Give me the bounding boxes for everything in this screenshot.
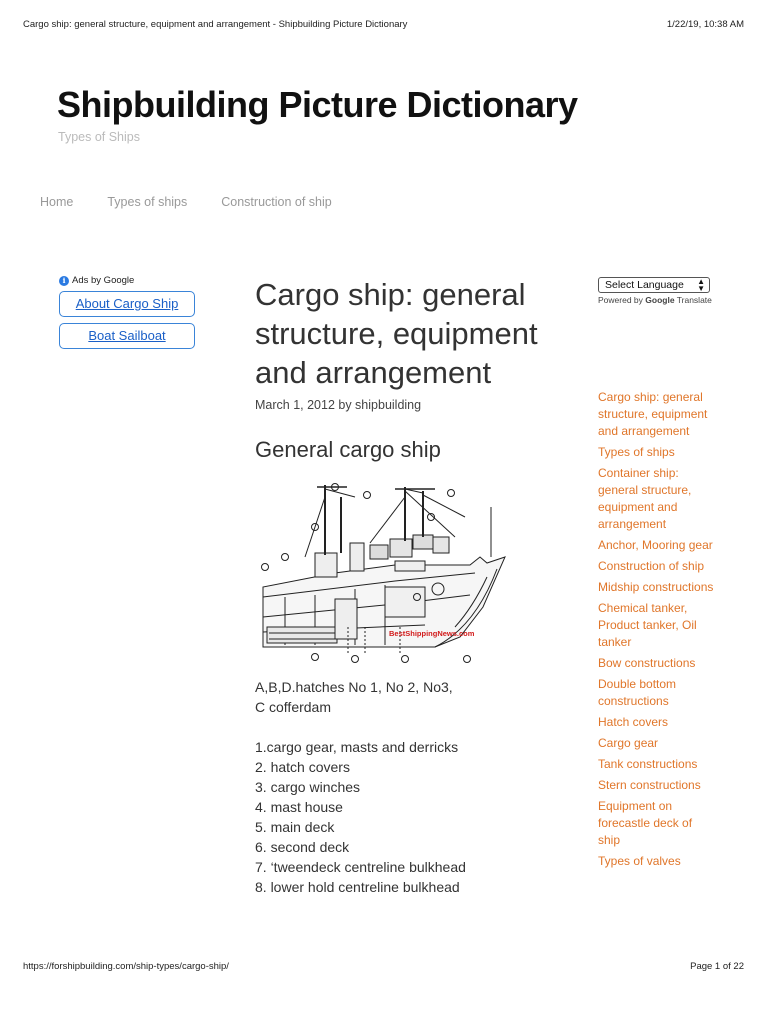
sidebar-link-forecastle[interactable]: Equipment on forecastle deck of ship: [598, 799, 693, 847]
article: [255, 275, 555, 897]
site-tagline: Types of Ships: [58, 130, 140, 144]
print-header: [23, 19, 744, 30]
powered-by-text: Powered by: [598, 295, 643, 305]
sidebar-links: [598, 389, 716, 874]
language-select[interactable]: [598, 277, 710, 293]
powered-by-google[interactable]: [598, 295, 712, 305]
sidebar-link-anchor-mooring[interactable]: Anchor, Mooring gear: [598, 538, 713, 552]
sidebar-link-valves[interactable]: Types of valves: [598, 854, 681, 868]
sidebar-link-midship[interactable]: Midship constructions: [598, 580, 714, 594]
sidebar-link-construction[interactable]: Construction of ship: [598, 559, 705, 573]
legend-item: 3. cargo winches: [255, 779, 361, 795]
google-logo: [645, 295, 674, 305]
sidebar-link-hatch-covers[interactable]: Hatch covers: [598, 715, 669, 729]
legend-item: 1.cargo gear, masts and derricks: [255, 739, 459, 755]
sidebar-link-container-ship[interactable]: Container ship: general structure, equipment and arrangement: [598, 466, 692, 531]
sidebar-link-stern[interactable]: Stern constructions: [598, 778, 701, 792]
sidebar-link-cargo-gear[interactable]: Cargo gear: [598, 736, 659, 750]
site-title[interactable]: Shipbuilding Picture Dictionary: [57, 84, 578, 125]
sidebar-link-types-of-ships[interactable]: Types of ships: [598, 445, 675, 459]
article-byline: March 1, 2012 by shipbuilding: [255, 398, 422, 412]
print-header-title: Cargo ship: general structure, equipment and arrangement - Shipbuilding Picture Dictionary: [23, 19, 408, 30]
info-icon[interactable]: i: [59, 276, 69, 286]
ads-label[interactable]: [59, 275, 199, 286]
hatches-line: A,B,D.hatches No 1, No 2, No3,: [255, 679, 453, 695]
nav-home[interactable]: Home: [40, 195, 74, 209]
ads-panel: [59, 275, 199, 349]
print-footer-url: https://forshipbuilding.com/ship-types/cargo-ship/: [23, 961, 229, 972]
legend-item: 8. lower hold centreline bulkhead: [255, 879, 460, 895]
sidebar-link-tank[interactable]: Tank constructions: [598, 757, 698, 771]
legend-item: 7. ‘tweendeck centreline bulkhead: [255, 859, 466, 875]
print-header-datetime: 1/22/19, 10:38 AM: [666, 19, 744, 30]
ad-boat-sailboat-button[interactable]: Boat Sailboat: [59, 323, 195, 349]
ship-illustration: [255, 477, 510, 667]
legend-item: 5. main deck: [255, 819, 335, 835]
sidebar-link-cargo-ship[interactable]: Cargo ship: general structure, equipment and arrangement: [598, 390, 708, 438]
sidebar-link-bow[interactable]: Bow constructions: [598, 656, 696, 670]
cofferdam-line: C cofferdam: [255, 699, 331, 715]
nav-construction-of-ship[interactable]: Construction of ship: [221, 195, 332, 209]
section-title: General cargo ship: [255, 437, 441, 462]
legend-item: 4. mast house: [255, 799, 343, 815]
main-nav: [40, 195, 366, 209]
select-arrows-icon: ▲ ▼: [697, 277, 705, 293]
sidebar-link-tankers[interactable]: Chemical tanker, Product tanker, Oil tanker: [598, 601, 697, 649]
figure-legend: [255, 677, 555, 897]
print-footer-page: Page 1 of 22: [690, 961, 744, 972]
figure-watermark: BestShippingNews.com: [389, 629, 475, 638]
article-title: Cargo ship: general structure, equipment and arrangement: [255, 277, 538, 390]
ads-label-text: Ads by Google: [72, 275, 135, 286]
google-translate-widget: [598, 277, 712, 305]
sidebar-link-double-bottom[interactable]: Double bottom constructions: [598, 677, 677, 708]
cargo-ship-diagram: [255, 477, 510, 667]
language-select-label: Select Language: [605, 279, 684, 291]
translate-text: Translate: [676, 295, 712, 305]
print-footer: [23, 961, 744, 972]
nav-types-of-ships[interactable]: Types of ships: [107, 195, 188, 209]
ad-about-cargo-ship-button[interactable]: About Cargo Ship: [59, 291, 195, 317]
legend-item: 2. hatch covers: [255, 759, 350, 775]
legend-item: 6. second deck: [255, 839, 350, 855]
google-logo-text: Google: [645, 295, 675, 305]
